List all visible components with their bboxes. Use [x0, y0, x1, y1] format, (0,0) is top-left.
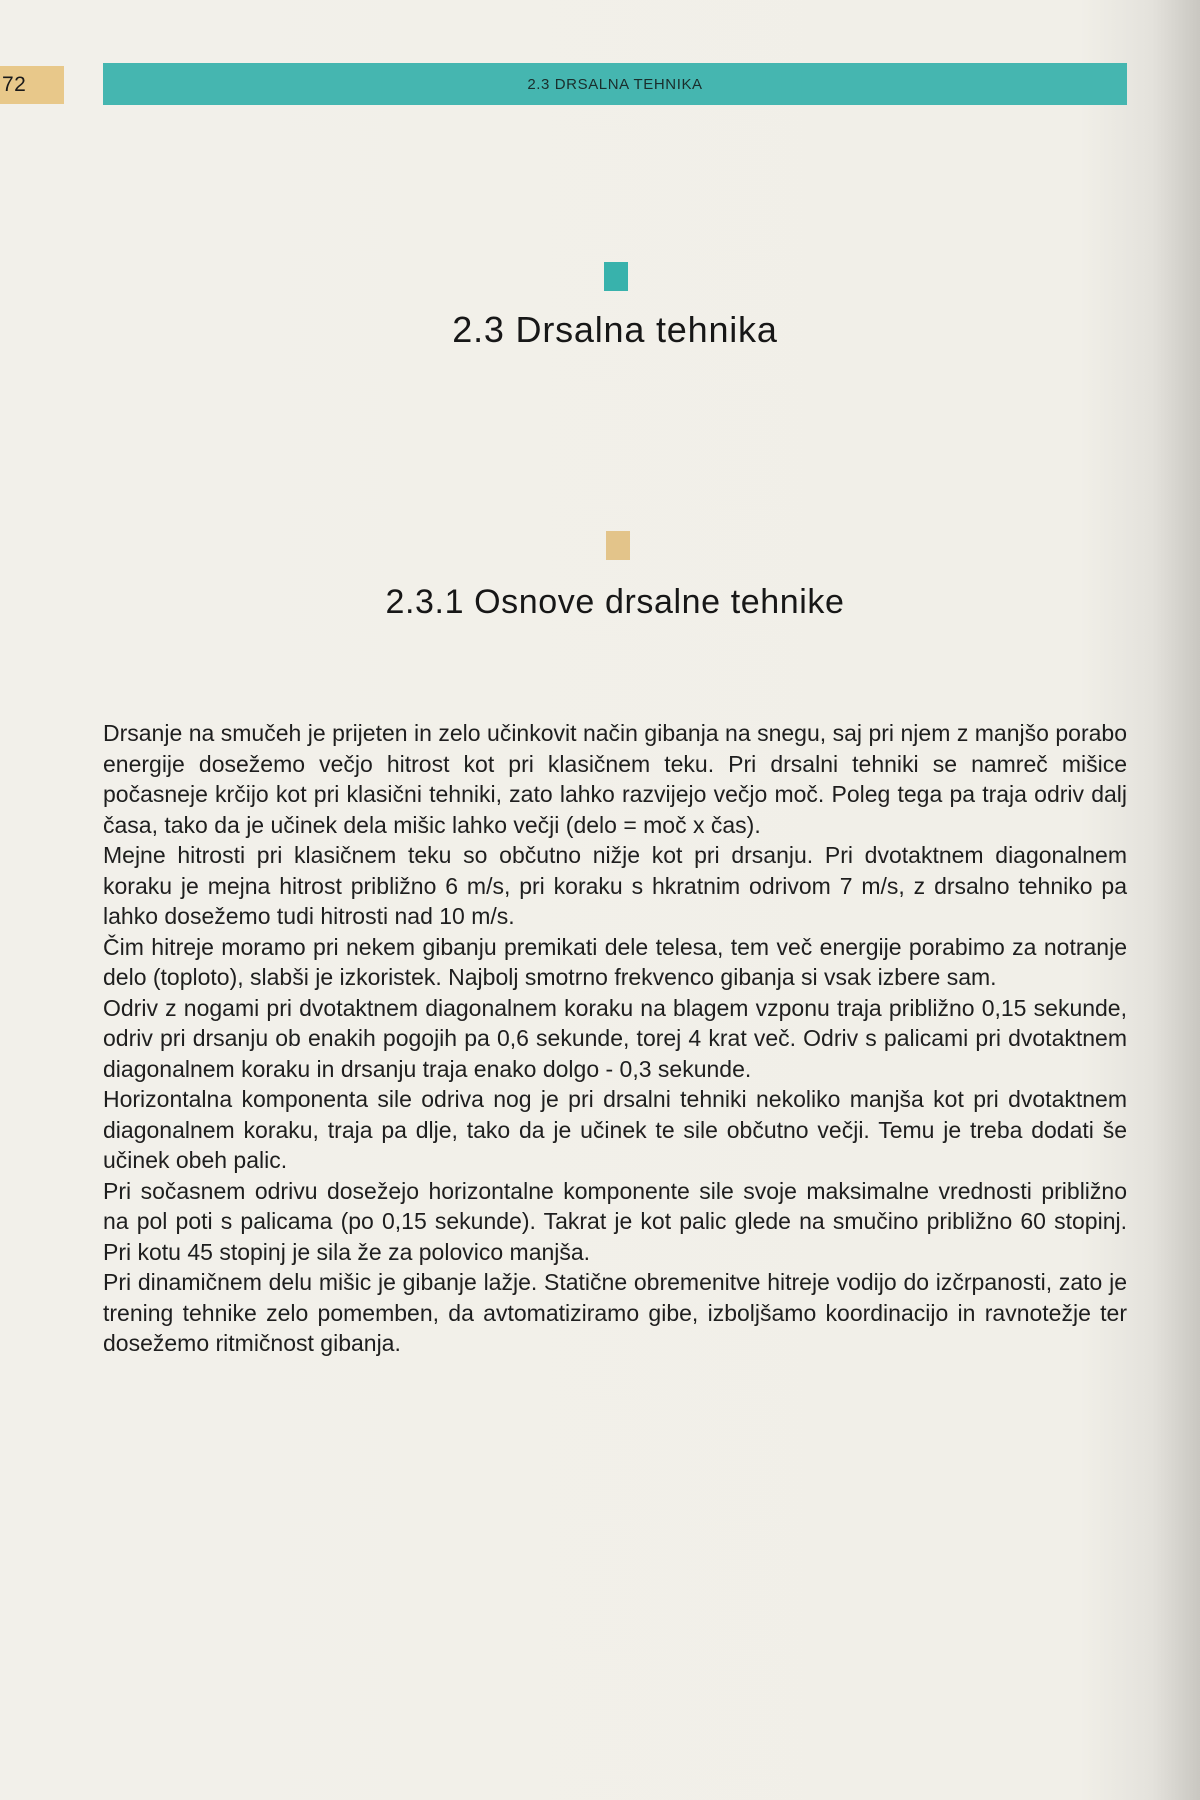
- section-marker-square: [604, 262, 628, 291]
- subsection-title: 2.3.1 Osnove drsalne tehnike: [385, 583, 845, 621]
- paragraph: Odriv z nogami pri dvotaktnem diagonalnem koraku na blagem vzponu traja približno 0,15 sekunde, odriv pri drsanju ob enakih pogojih pa 0,6 sekunde, torej 4 krat več. Odriv s palicami pri dvotaktnem diagonalnem koraku in drsanju traja enako dolgo - 0,3 sekunde.: [103, 994, 1127, 1082]
- page-number-box: [0, 66, 64, 104]
- paragraph: Mejne hitrosti pri klasičnem teku so občutno nižje kot pri drsanju. Pri dvotaktnem diagonalnem koraku je mejna hitrost približno 6 m/s, pri koraku s hkratnim odrivom 7 m/s, z drsalno tehniko pa lahko dosežemo tudi hitrosti nad 10 m/s.: [103, 842, 1127, 929]
- paragraph: Drsanje na smučeh je prijeten in zelo učinkovit način gibanja na snegu, saj pri njem z manjšo porabo energije dosežemo večjo hitrost kot pri klasičnem teku. Pri drsalni tehniki se namreč mišice počasneje krčijo kot pri klasični tehniki, zato lahko razvijejo večjo moč. Poleg tega pa traja odriv dalj časa, tako da je učinek dela mišic lahko večji (delo = moč x čas).: [103, 720, 1127, 838]
- paragraph: Pri sočasnem odrivu dosežejo horizontalne komponente sile svoje maksimalne vrednosti približno na pol poti s palicama (po 0,15 sekunde). Takrat je kot palic glede na smučino približno 60 stopinj. Pri kotu 45 stopinj je sila že za polovico manjša.: [103, 1177, 1127, 1265]
- paragraph: Čim hitreje moramo pri nekem gibanju premikati dele telesa, tem več energije porabimo za notranje delo (toploto), slabši je izkoristek. Najbolj smotrno frekvenco gibanja si vsak izbere sam.: [103, 933, 1127, 990]
- page-number: 72: [2, 73, 27, 96]
- body-text: [103, 718, 1127, 1359]
- running-header-title: 2.3 DRSALNA TEHNIKA: [527, 75, 703, 93]
- subsection-marker-square: [606, 531, 630, 560]
- paragraph: Pri dinamičnem delu mišic je gibanje lažje. Statične obremenitve hitreje vodijo do izčrpanosti, zato je trening tehnike zelo pomemben, da avtomatiziramo gibe, izboljšamo koordinacijo in ravnotežje ter dosežemo ritmičnost gibanja.: [103, 1269, 1127, 1356]
- section-title: 2.3 Drsalna tehnika: [452, 309, 778, 350]
- running-header-bar: [103, 63, 1127, 105]
- paragraph: Horizontalna komponenta sile odriva nog je pri drsalni tehniki nekoliko manjša kot pri dvotaktnem diagonalnem koraku, traja pa dlje, tako da je učinek te sile občutno večji. Temu je treba dodati še učinek obeh palic.: [103, 1086, 1127, 1173]
